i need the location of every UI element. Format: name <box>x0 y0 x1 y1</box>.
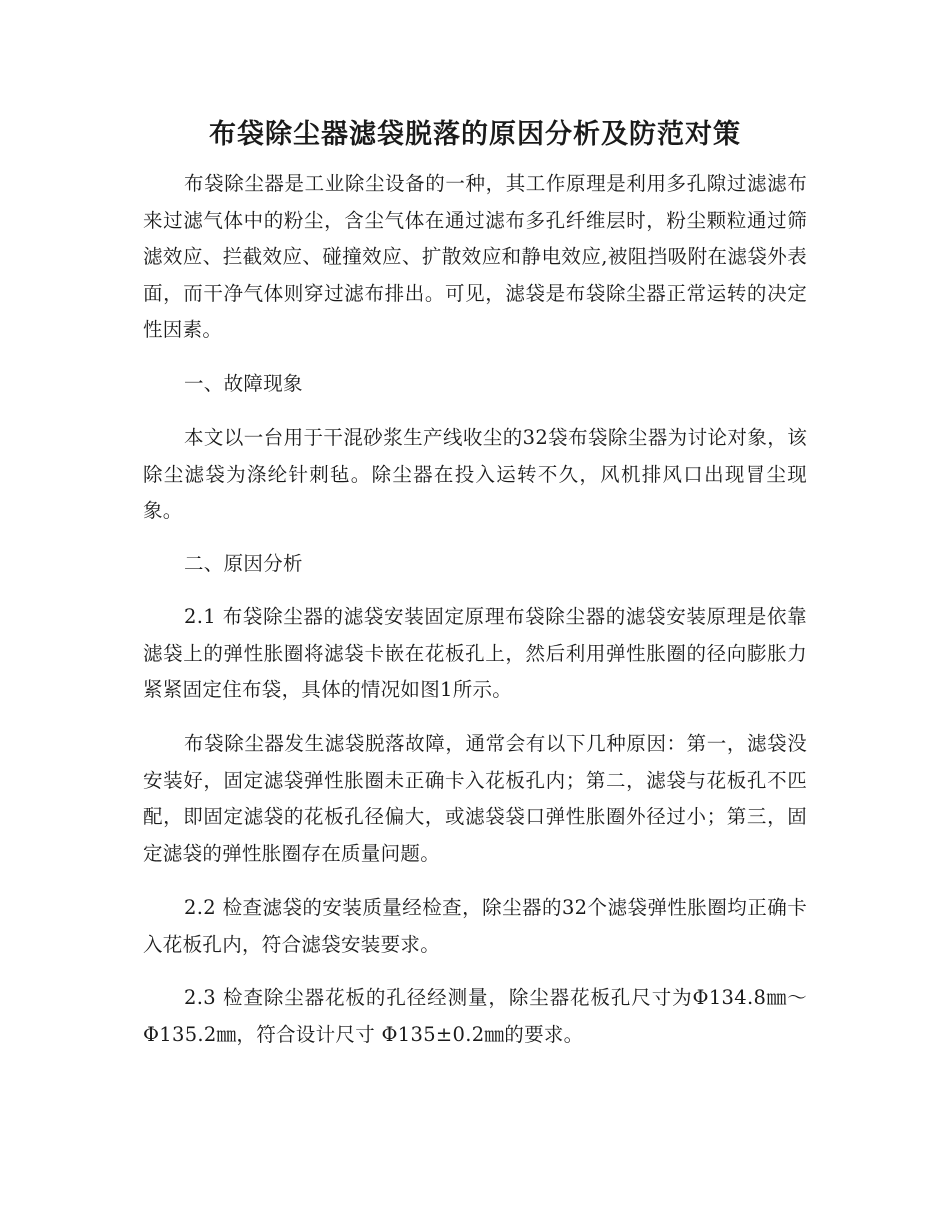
document-title: 布袋除尘器滤袋脱落的原因分析及防范对策 <box>209 119 741 150</box>
paragraph-fault: 本文以一台用于干混砂浆生产线收尘的32袋布袋除尘器为讨论对象，该除尘滤袋为涤纶针刺毡。除尘器在投入运转不久，风机排风口出现冒尘现象。 <box>143 426 807 522</box>
section-heading-fault: 一、故障现象 <box>184 372 303 395</box>
paragraph-2-3: 2.3 检查除尘器花板的孔径经测量，除尘器花板孔尺寸为Φ134.8㎜～Φ135.2㎜，符合设计尺寸 Φ135±0.2㎜的要求。 <box>143 986 807 1046</box>
section-heading-cause: 二、原因分析 <box>184 552 303 575</box>
paragraph-causes: 布袋除尘器发生滤袋脱落故障，通常会有以下几种原因：第一，滤袋没安装好，固定滤袋弹性胀圈未正确卡入花板孔内；第二，滤袋与花板孔不匹配，即固定滤袋的花板孔径偏大，或滤袋袋口弹性胀圈外径过小；第三，固定滤袋的弹性胀圈存在质量问题。 <box>143 732 807 865</box>
paragraph-intro: 布袋除尘器是工业除尘设备的一种，其工作原理是利用多孔隙过滤滤布来过滤气体中的粉尘，含尘气体在通过滤布多孔纤维层时，粉尘颗粒通过筛滤效应、拦截效应、碰撞效应、扩散效应和静电效应,被阻挡吸附在滤袋外表面，而干净气体则穿过滤布排出。可见，滤袋是布袋除尘器正常运转的决定性因素。 <box>143 172 807 341</box>
paragraph-2-1: 2.1 布袋除尘器的滤袋安装固定原理布袋除尘器的滤袋安装原理是依靠滤袋上的弹性胀圈将滤袋卡嵌在花板孔上，然后利用弹性胀圈的径向膨胀力紧紧固定住布袋，具体的情况如图1所示。 <box>143 605 807 701</box>
paragraph-2-2: 2.2 检查滤袋的安装质量经检查，除尘器的32个滤袋弹性胀圈均正确卡入花板孔内，符合滤袋安装要求。 <box>143 896 807 956</box>
